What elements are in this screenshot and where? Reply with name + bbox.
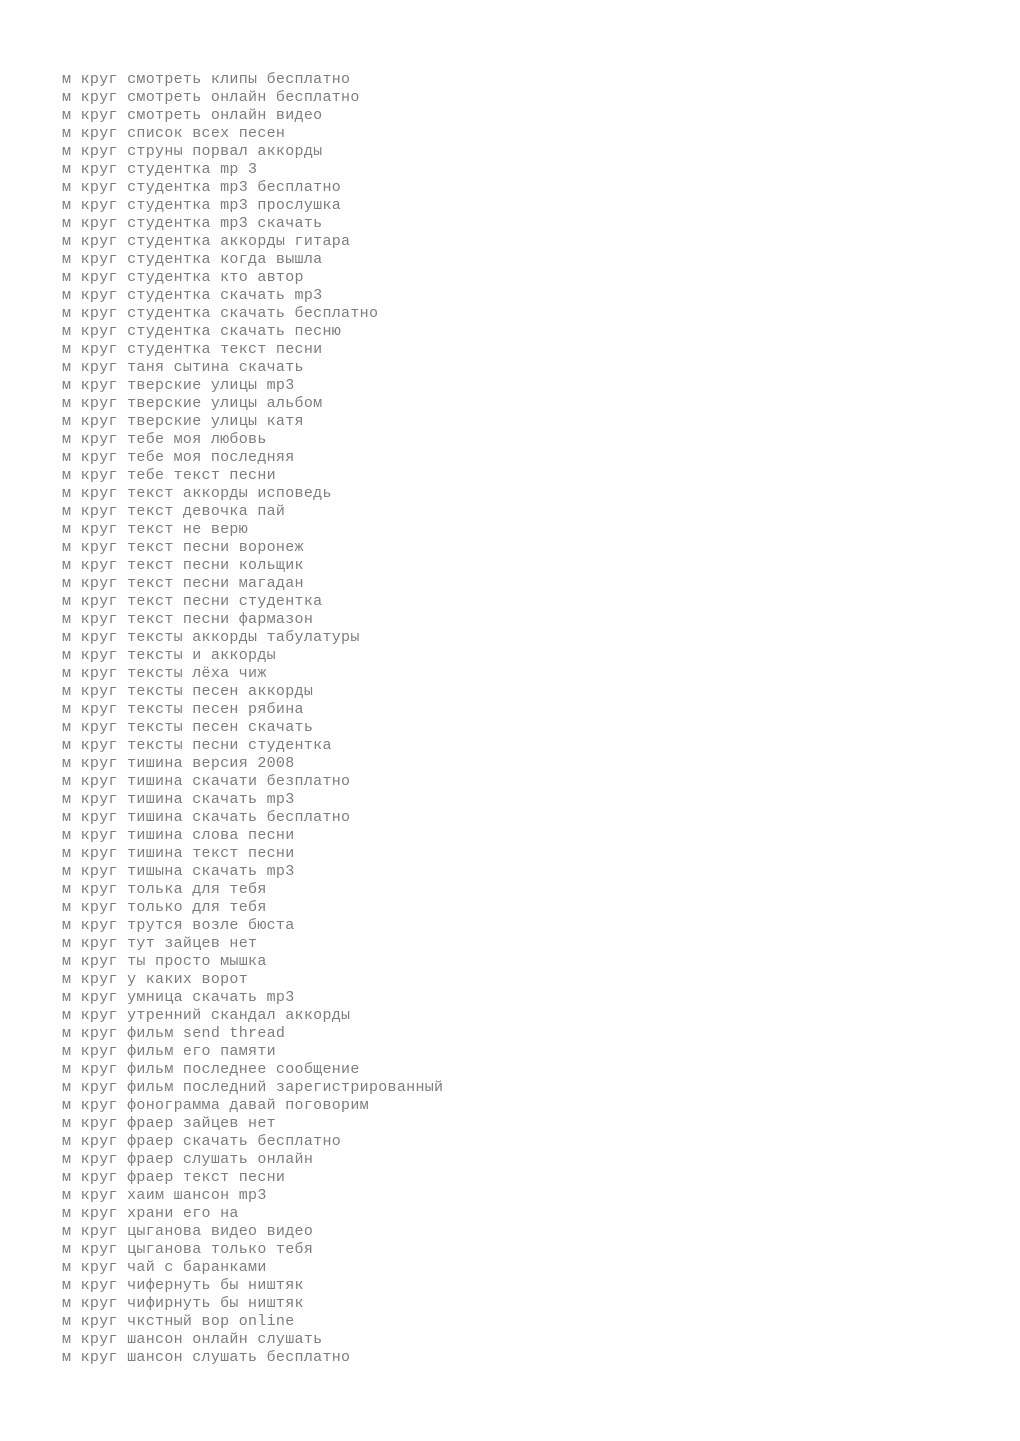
text-line: м круг тут зайцев нет (62, 935, 258, 952)
text-line: м круг тебе моя любовь (62, 431, 267, 448)
text-line: м круг только для тебя (62, 899, 267, 916)
text-line: м круг чифернуть бы ништяк (62, 1277, 304, 1294)
text-line: м круг тишина версия 2008 (62, 755, 295, 772)
text-line: м круг тексты лёха чиж (62, 665, 267, 682)
text-line: м круг текст песни студентка (62, 593, 323, 610)
text-line: м круг студентка mp 3 (62, 161, 258, 178)
text-line: м круг фраер зайцев нет (62, 1115, 276, 1132)
text-line: м круг фраер слушать онлайн (62, 1151, 314, 1168)
text-line: м круг тексты и аккорды (62, 647, 276, 664)
text-line: м круг текст не верю (62, 521, 249, 538)
text-line: м круг чкстный вор online (62, 1313, 295, 1330)
text-line: м круг цыганова видео видео (62, 1223, 314, 1240)
text-line: м круг текст песни воронеж (62, 539, 304, 556)
text-line: м круг студентка mp3 скачать (62, 215, 323, 232)
text-line: м круг текст песни магадан (62, 575, 304, 592)
text-line: м круг умница скачать mp3 (62, 989, 295, 1006)
text-line: м круг фильм send thread (62, 1025, 286, 1042)
text-line: м круг тишина слова песни (62, 827, 295, 844)
text-line: м круг тексты песен скачать (62, 719, 314, 736)
text-line: м круг текст песни кольщик (62, 557, 304, 574)
text-line: м круг текст песни фармазон (62, 611, 314, 628)
text-line: м круг фонограмма давай поговорим (62, 1097, 369, 1114)
text-line: м круг студентка кто автор (62, 269, 304, 286)
text-line: м круг смотреть онлайн видео (62, 107, 323, 124)
text-line: м круг чай с баранками (62, 1259, 267, 1276)
text-line: м круг тексты аккорды табулатуры (62, 629, 360, 646)
text-line: м круг студентка mp3 прослушка (62, 197, 342, 214)
text-line: м круг шансон слушать бесплатно (62, 1349, 351, 1366)
text-line: м круг утренний скандал аккорды (62, 1007, 351, 1024)
text-line: м круг текст аккорды исповедь (62, 485, 332, 502)
text-line: м круг студентка аккорды гитара (62, 233, 351, 250)
text-line: м круг фильм последнее сообщение (62, 1061, 360, 1078)
text-line: м круг текст девочка пай (62, 503, 286, 520)
text-line: м круг струны порвал аккорды (62, 143, 323, 160)
text-line: м круг фильм последний зарегистрированный (62, 1079, 444, 1096)
text-line: м круг толька для тебя (62, 881, 267, 898)
text-line: м круг ты просто мышка (62, 953, 267, 970)
text-line: м круг цыганова только тебя (62, 1241, 314, 1258)
text-line: м круг тишына скачать mp3 (62, 863, 295, 880)
text-line: м круг список всех песен (62, 125, 286, 142)
text-line: м круг фраер текст песни (62, 1169, 286, 1186)
text-line: м круг тексты песен рябина (62, 701, 304, 718)
text-line: м круг тверские улицы катя (62, 413, 304, 430)
text-line: м круг тишина скачати безплатно (62, 773, 351, 790)
text-line: м круг фраер скачать бесплатно (62, 1133, 342, 1150)
text-line: м круг храни его на (62, 1205, 239, 1222)
search-phrase-list (62, 71, 443, 1367)
text-line: м круг студентка скачать mp3 (62, 287, 323, 304)
text-line: м круг тверские улицы mp3 (62, 377, 295, 394)
text-line: м круг тебе моя последняя (62, 449, 295, 466)
text-line: м круг студентка скачать песню (62, 323, 342, 340)
text-line: м круг хаим шансон mp3 (62, 1187, 267, 1204)
text-line: м круг у каких ворот (62, 971, 249, 988)
text-line: м круг студентка скачать бесплатно (62, 305, 379, 322)
text-line: м круг фильм его памяти (62, 1043, 276, 1060)
text-line: м круг смотреть клипы бесплатно (62, 71, 351, 88)
text-line: м круг тексты песен аккорды (62, 683, 314, 700)
text-line: м круг смотреть онлайн бесплатно (62, 89, 360, 106)
text-line: м круг чифирнуть бы ништяк (62, 1295, 304, 1312)
text-line: м круг студентка когда вышла (62, 251, 323, 268)
text-line: м круг трутся возле бюста (62, 917, 295, 934)
text-line: м круг студентка mp3 бесплатно (62, 179, 342, 196)
text-line: м круг тишина скачать бесплатно (62, 809, 351, 826)
text-line: м круг тишина текст песни (62, 845, 295, 862)
text-line: м круг тишина скачать mp3 (62, 791, 295, 808)
text-line: м круг студентка текст песни (62, 341, 323, 358)
text-line: м круг таня сытина скачать (62, 359, 304, 376)
text-line: м круг тверские улицы альбом (62, 395, 323, 412)
text-line: м круг тебе текст песни (62, 467, 276, 484)
text-line: м круг тексты песни студентка (62, 737, 332, 754)
text-line: м круг шансон онлайн слушать (62, 1331, 323, 1348)
